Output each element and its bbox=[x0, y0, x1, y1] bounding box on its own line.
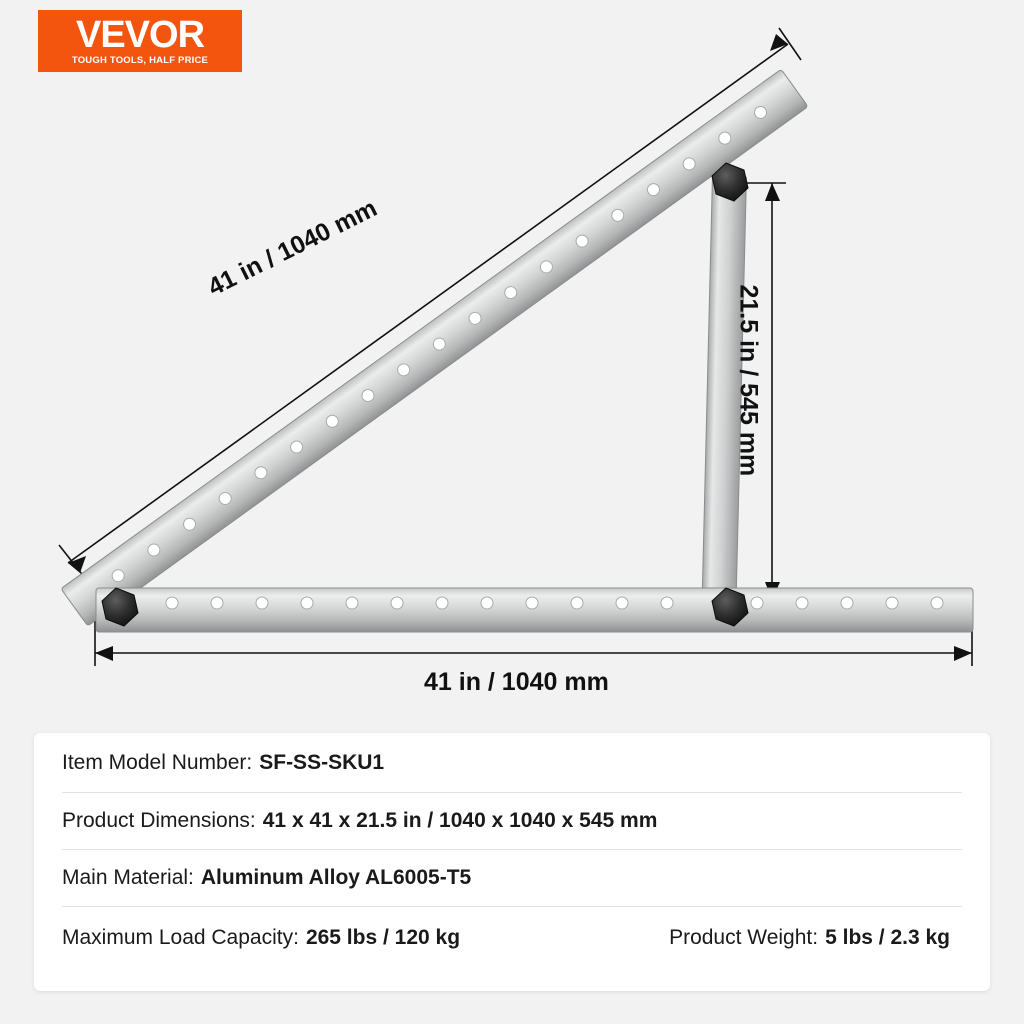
spec-value-product-weight: 5 lbs / 2.3 kg bbox=[825, 926, 950, 949]
spec-value-model-number: SF-SS-SKU1 bbox=[259, 750, 385, 774]
spec-row-load-and-weight bbox=[62, 907, 962, 969]
dimension-label-diagonal: 41 in / 1040 mm bbox=[203, 194, 382, 302]
base-rail bbox=[96, 588, 973, 632]
spec-row-material bbox=[62, 850, 962, 907]
spec-value-material: Aluminum Alloy AL6005-T5 bbox=[200, 866, 472, 889]
spec-label-material: Main Material: bbox=[62, 866, 194, 889]
diagonal-rail bbox=[61, 69, 808, 626]
logo-tagline: TOUGH TOOLS, HALF PRICE bbox=[71, 54, 209, 66]
spec-label-model-number: Item Model Number: bbox=[62, 750, 253, 774]
spec-label-product-weight: Product Weight: bbox=[669, 926, 819, 949]
spec-label-load-capacity: Maximum Load Capacity: bbox=[62, 926, 299, 949]
dimension-lines bbox=[59, 28, 972, 666]
specification-card bbox=[34, 733, 990, 991]
spec-value-load-capacity: 265 lbs / 120 kg bbox=[305, 926, 461, 949]
spec-value-dimensions: 41 x 41 x 21.5 in / 1040 x 1040 x 545 mm bbox=[262, 809, 658, 832]
spec-pair-product-weight bbox=[669, 926, 950, 950]
spec-row-model-number bbox=[62, 733, 962, 793]
logo-wordmark: VEVOR bbox=[75, 13, 205, 56]
spec-label-dimensions: Product Dimensions: bbox=[62, 809, 256, 832]
spec-row-dimensions bbox=[62, 793, 962, 850]
dimension-label-vertical: 21.5 in / 545 mm bbox=[734, 284, 763, 477]
dimension-label-horizontal: 41 in / 1040 mm bbox=[424, 668, 609, 696]
spec-pair-load-capacity bbox=[62, 926, 460, 950]
